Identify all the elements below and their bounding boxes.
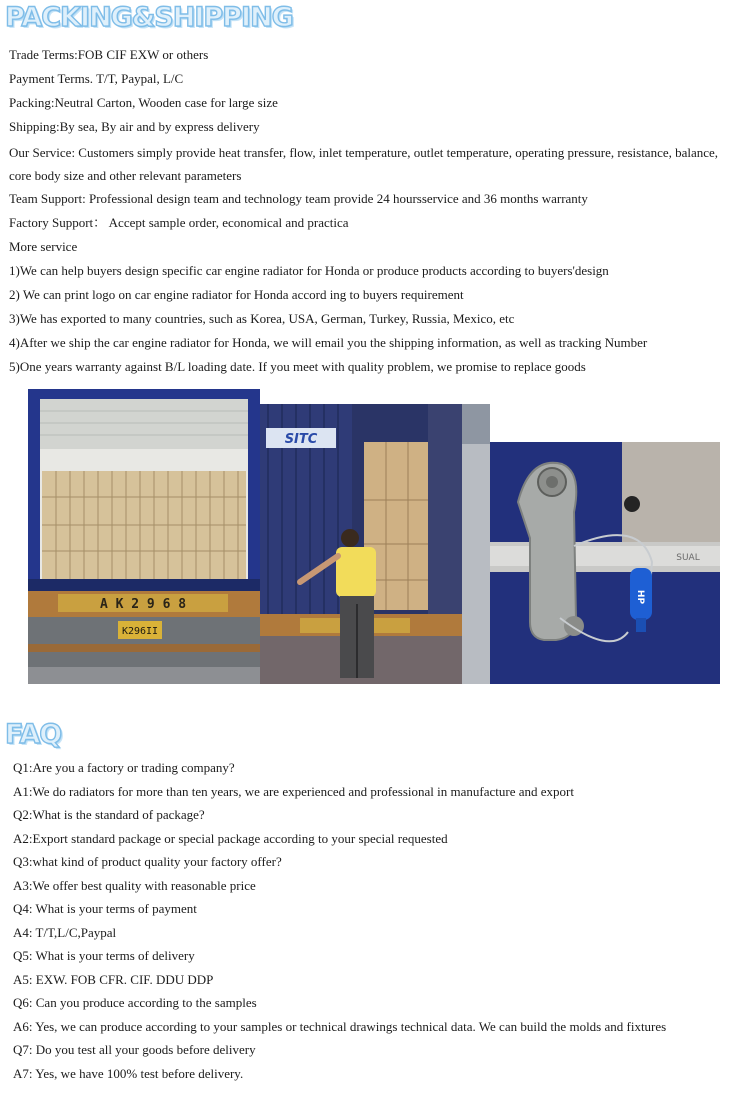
sitc-logo-text: SITC: [284, 432, 318, 447]
faq-q5: Q5: What is your terms of delivery: [13, 948, 195, 963]
service-item-2: 2) We can print logo on car engine radiator for Honda accord ing to buyers requirement: [9, 287, 464, 302]
faq-q1: Q1:Are you a factory or trading company?: [13, 760, 235, 775]
container-loaded-photo: [28, 389, 260, 684]
our-service-line: Our Service: Customers simply provide heat transfer, flow, inlet temperature, outlet temperature, operating pressure, resistance, balance, core body size and other relevant parameters: [9, 145, 719, 183]
faq-q4: Q4: What is your terms of payment: [13, 901, 197, 916]
packing-shipping-heading: PACKING&SHIPPING: [5, 2, 293, 33]
service-item-4: 4)After we ship the car engine radiator for Honda, we will email you the shipping information, as well as tracking Number: [9, 335, 648, 350]
faq-a1: A1:We do radiators for more than ten years, we are experienced and professional in manufacture and export: [13, 784, 574, 799]
faq-q6: Q6: Can you produce according to the samples: [13, 995, 257, 1010]
team-support-line: Team Support: Professional design team and technology team provide 24 hoursservice and 36 months warranty: [9, 191, 588, 206]
faq-heading: FAQ: [5, 719, 62, 750]
packing-line: Packing:Neutral Carton, Wooden case for large size: [9, 95, 278, 110]
truck-plate-text: A K 2 9 6 8: [99, 597, 187, 612]
faq-q2: Q2:What is the standard of package?: [13, 807, 205, 822]
faq-a2: A2:Export standard package or special package according to your special requested: [13, 831, 448, 846]
faq-q7: Q7: Do you test all your goods before delivery: [13, 1042, 256, 1057]
service-item-1: 1)We can help buyers design specific car engine radiator for Honda or produce products according to buyers'design: [9, 263, 609, 278]
factory-support-line: Factory Support： Accept sample order, economical and practica: [9, 215, 349, 230]
seal-label-text: HP: [635, 589, 645, 605]
faq-a7: A7: Yes, we have 100% test before delivery.: [13, 1066, 244, 1081]
faq-a6: A6: Yes, we can produce according to your samples or technical drawings technical data. We can build the molds and fixtures: [13, 1019, 667, 1034]
faq-q3: Q3:what kind of product quality your factory offer?: [13, 854, 282, 869]
faq-a3: A3:We offer best quality with reasonable price: [13, 878, 256, 893]
container-seal-photo: [490, 442, 720, 684]
payment-terms-line: Payment Terms. T/T, Paypal, L/C: [9, 71, 184, 86]
shipping-line: Shipping:By sea, By air and by express delivery: [9, 119, 260, 134]
truck-plate-small: K296II: [121, 626, 159, 637]
more-service-line: More service: [9, 239, 78, 254]
container-worker-photo: [260, 404, 490, 684]
container-code-text: SUAL: [676, 553, 700, 563]
faq-a4: A4: T/T,L/C,Paypal: [13, 925, 117, 940]
service-item-3: 3)We has exported to many countries, such as Korea, USA, German, Turkey, Russia, Mexico, etc: [9, 311, 515, 326]
trade-terms-line: Trade Terms:FOB CIF EXW or others: [9, 47, 209, 62]
service-item-5: 5)One years warranty against B/L loading date. If you meet with quality problem, we promise to replace goods: [9, 359, 586, 374]
faq-a5: A5: EXW. FOB CFR. CIF. DDU DDP: [13, 972, 214, 987]
